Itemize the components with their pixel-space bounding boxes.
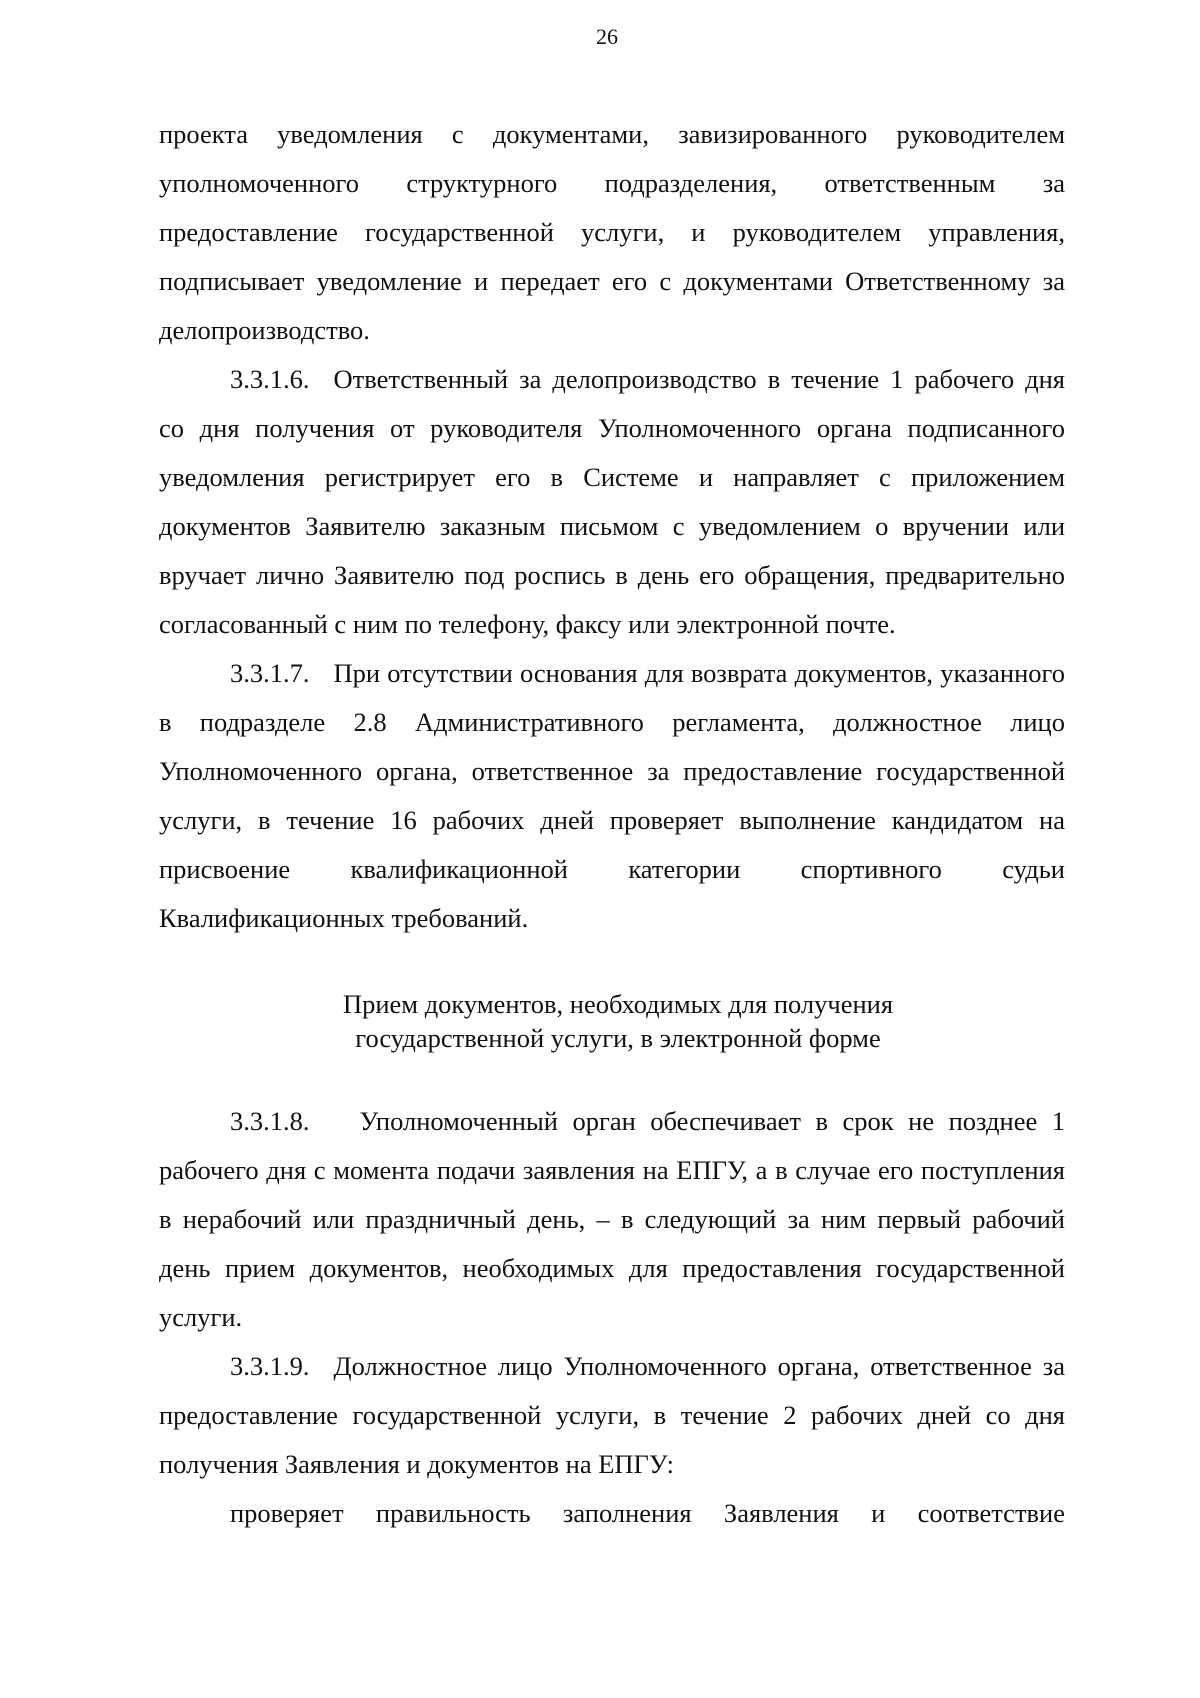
paragraph-3-3-1-6 — [159, 355, 1065, 649]
paragraph-text: Ответственный за делопроизводство в течение 1 рабочего дня со дня получения от руководителя Уполномоченного органа подписанного уведомления регистрирует его в Системе и направляет с приложением документов Заявителю заказным письмом с уведомлением о вручении или вручает лично Заявителю под роспись в день его обращения, предварительно согласованный с ним по телефону, факсу или электронной почте. — [159, 364, 1065, 639]
paragraph-3-3-1-8 — [159, 1097, 1065, 1342]
paragraph-3-3-1-7 — [159, 649, 1065, 943]
document-body — [159, 110, 1065, 1538]
heading-line-1: Прием документов, необходимых для получения — [342, 989, 894, 1019]
page-number: 26 — [596, 24, 618, 49]
clause-number: 3.3.1.8. — [230, 1106, 310, 1136]
paragraph-text: При отсутствии основания для возврата документов, указанного в подразделе 2.8 Административного регламента, должностное лицо Уполномоченного органа, ответственное за предоставление государственной услуги, в течение 16 рабочих дней проверяет выполнение кандидатом на присвоение квалификационной категории спортивного судьи Квалификационных требований. — [159, 658, 1065, 933]
paragraph-text: Уполномоченный орган обеспечивает в срок не позднее 1 рабочего дня с момента подачи заявления на ЕПГУ, а в случае его поступления в нерабочий или праздничный день, – в следующий за ним первый рабочий день прием документов, необходимых для предоставления государственной услуги. — [159, 1106, 1065, 1332]
paragraph-checks: проверяет правильность заполнения Заявления и соответствие — [230, 1498, 1065, 1528]
paragraph-3-3-1-9 — [159, 1342, 1065, 1489]
section-heading — [159, 987, 1065, 1055]
paragraph-continuation: проекта уведомления с документами, завизированного руководителем уполномоченного структурного подразделения, ответственным за предоставление государственной услуги, и руководителем управления, подписывает уведомление и передает его с документами Ответственному за делопроизводство. — [159, 119, 1065, 345]
clause-number: 3.3.1.6. — [230, 364, 310, 394]
clause-number: 3.3.1.7. — [230, 658, 310, 688]
paragraph-text: Должностное лицо Уполномоченного органа, ответственное за предоставление государственной услуги, в течение 2 рабочих дней со дня получения Заявления и документов на ЕПГУ: — [159, 1351, 1065, 1479]
clause-number: 3.3.1.9. — [230, 1351, 310, 1381]
heading-line-2: государственной услуги, в электронной форме — [355, 1023, 881, 1053]
